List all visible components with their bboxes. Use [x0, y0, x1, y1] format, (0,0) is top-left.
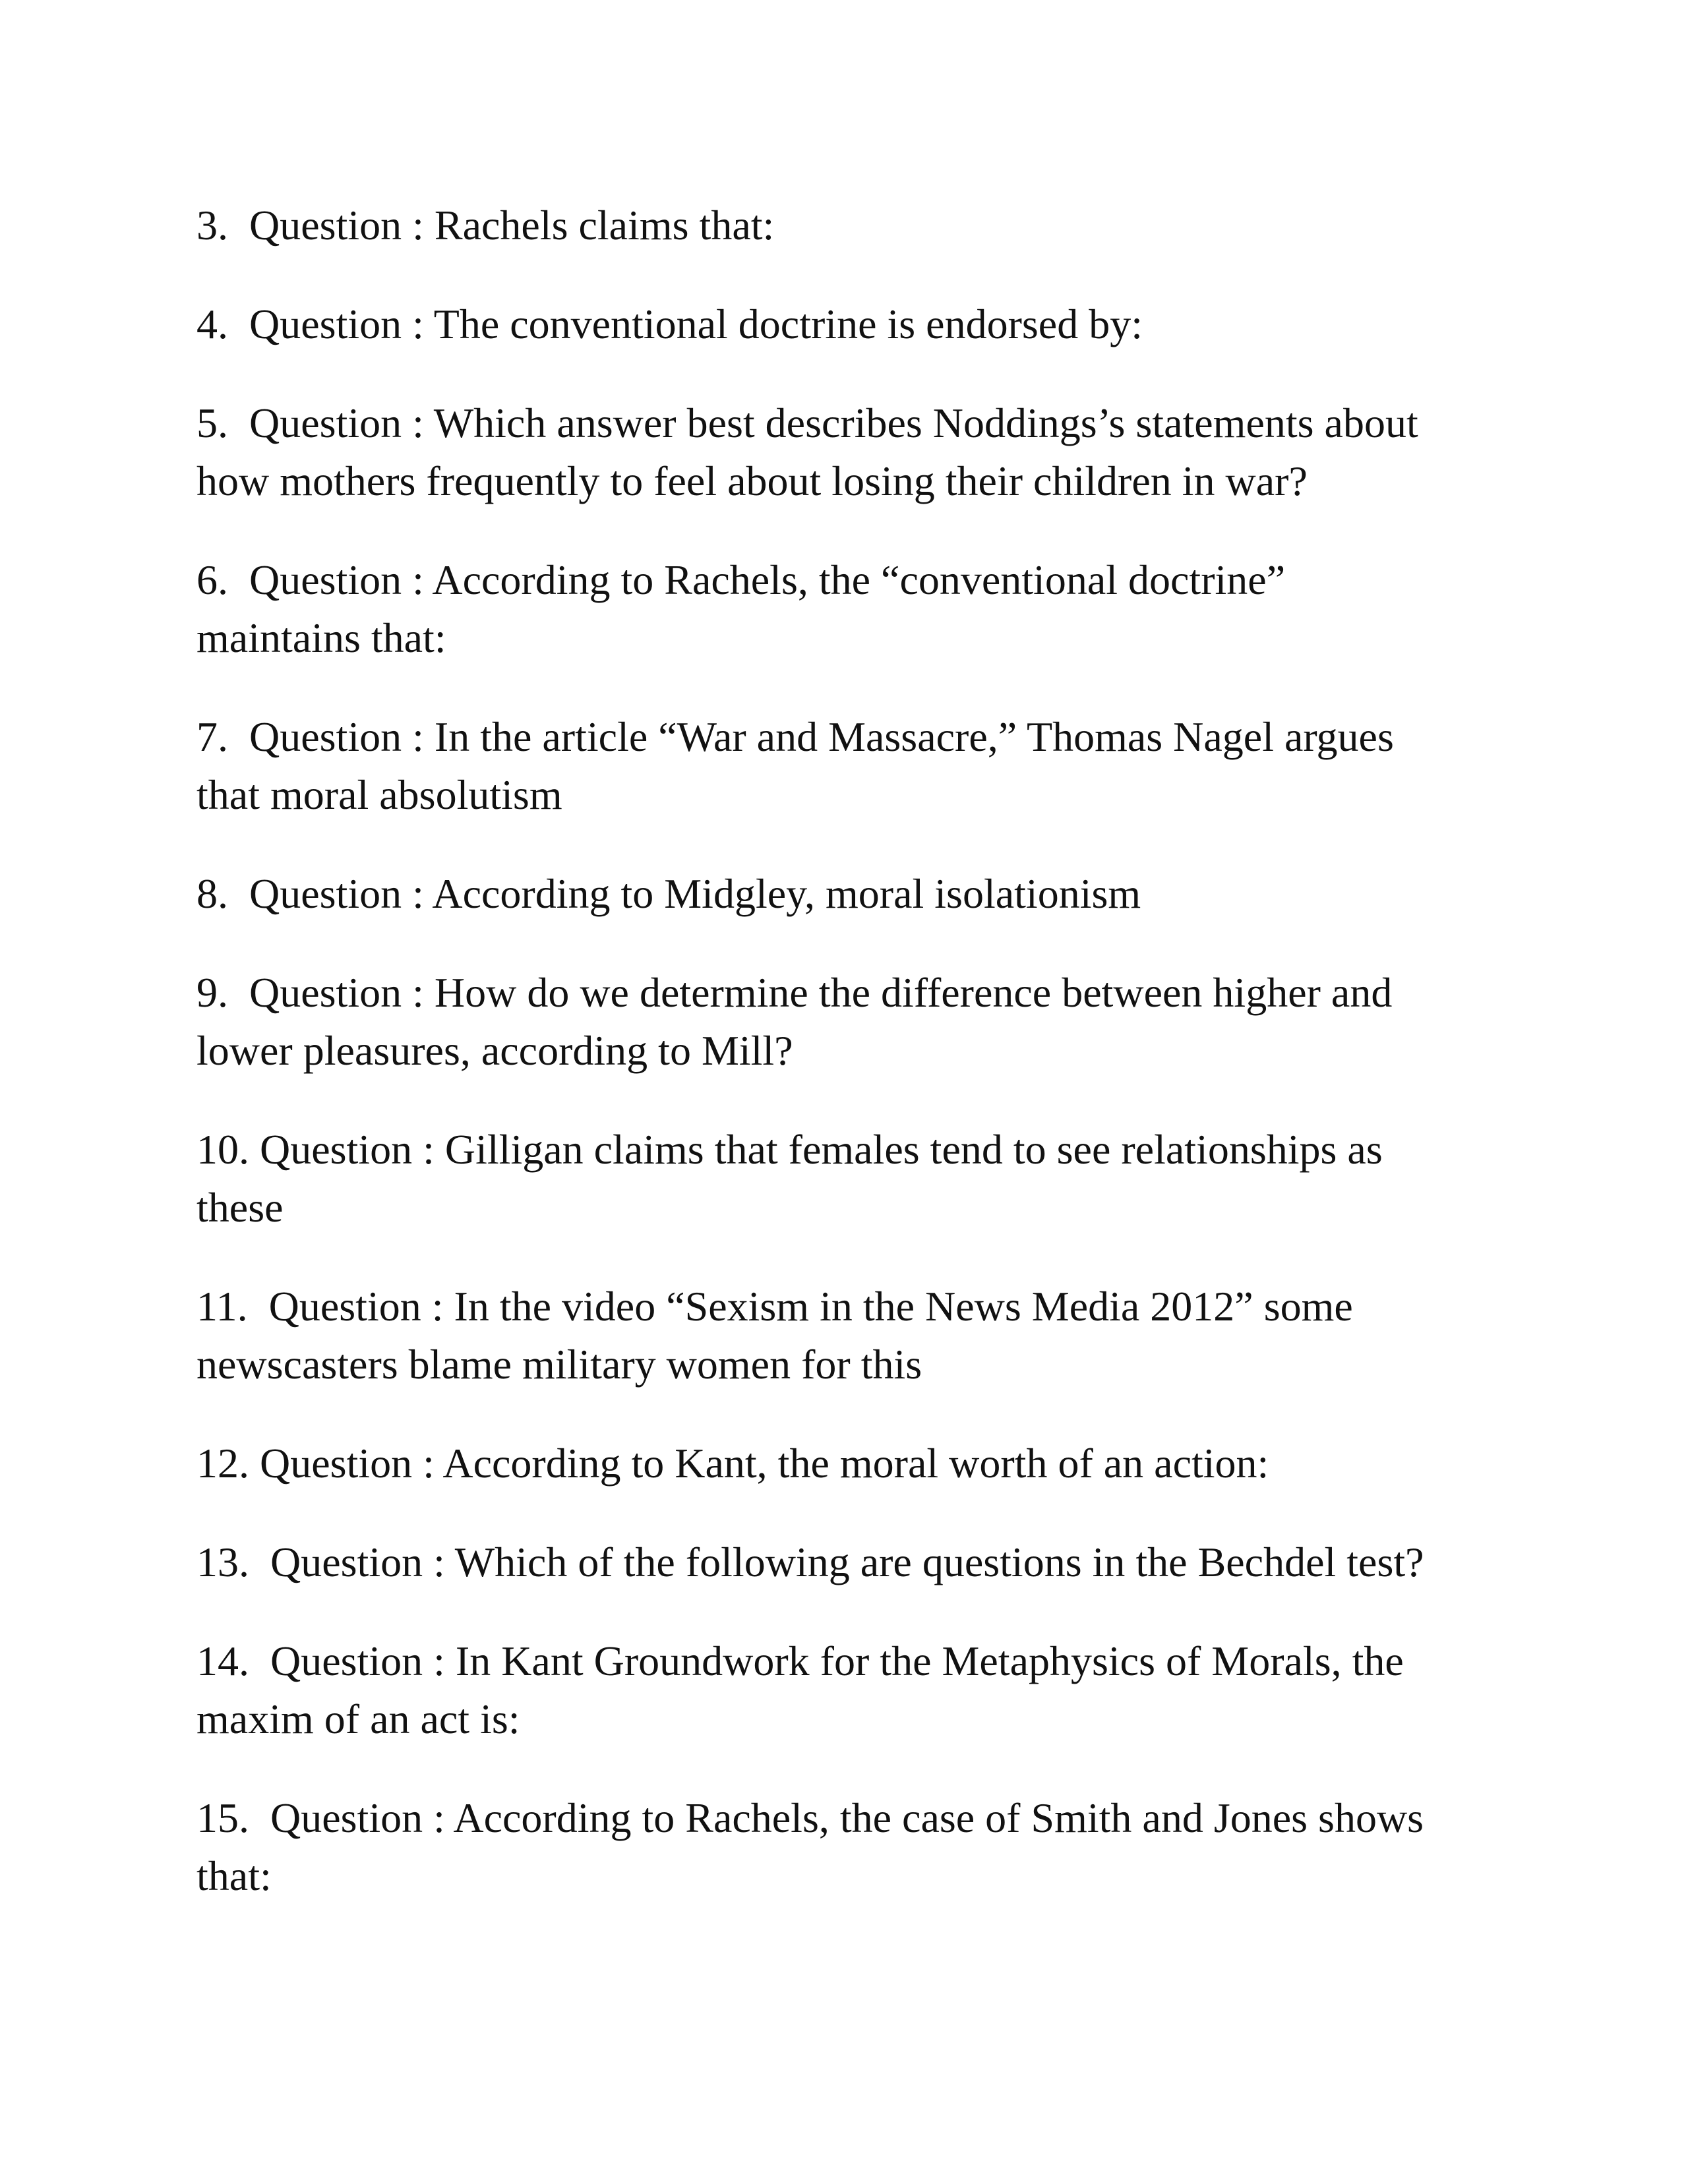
question-3: 3. Question : Rachels claims that: [196, 202, 775, 249]
question-11: 11. Question : In the video “Sexism in the News Media 2012” some newscasters blame military women for this [196, 1283, 1353, 1388]
question-13: 13. Question : Which of the following are questions in the Bechdel test? [196, 1539, 1424, 1585]
question-12: 12. Question : According to Kant, the moral worth of an action: [196, 1440, 1269, 1487]
question-14: 14. Question : In Kant Groundwork for the Metaphysics of Morals, the maxim of an act is: [196, 1638, 1404, 1742]
question-8: 8. Question : According to Midgley, moral isolationism [196, 870, 1141, 917]
question-9: 9. Question : How do we determine the difference between higher and lower pleasures, according to Mill? [196, 969, 1393, 1074]
question-10: 10. Question : Gilligan claims that females tend to see relationships as these [196, 1126, 1383, 1231]
question-6: 6. Question : According to Rachels, the “conventional doctrine” maintains that: [196, 556, 1286, 661]
question-5: 5. Question : Which answer best describes Noddings’s statements about how mothers frequently to feel about losing their children in war? [196, 399, 1418, 504]
question-15: 15. Question : According to Rachels, the case of Smith and Jones shows that: [196, 1794, 1424, 1899]
question-7: 7. Question : In the article “War and Massacre,” Thomas Nagel argues that moral absolutism [196, 713, 1394, 818]
question-4: 4. Question : The conventional doctrine is endorsed by: [196, 301, 1143, 347]
